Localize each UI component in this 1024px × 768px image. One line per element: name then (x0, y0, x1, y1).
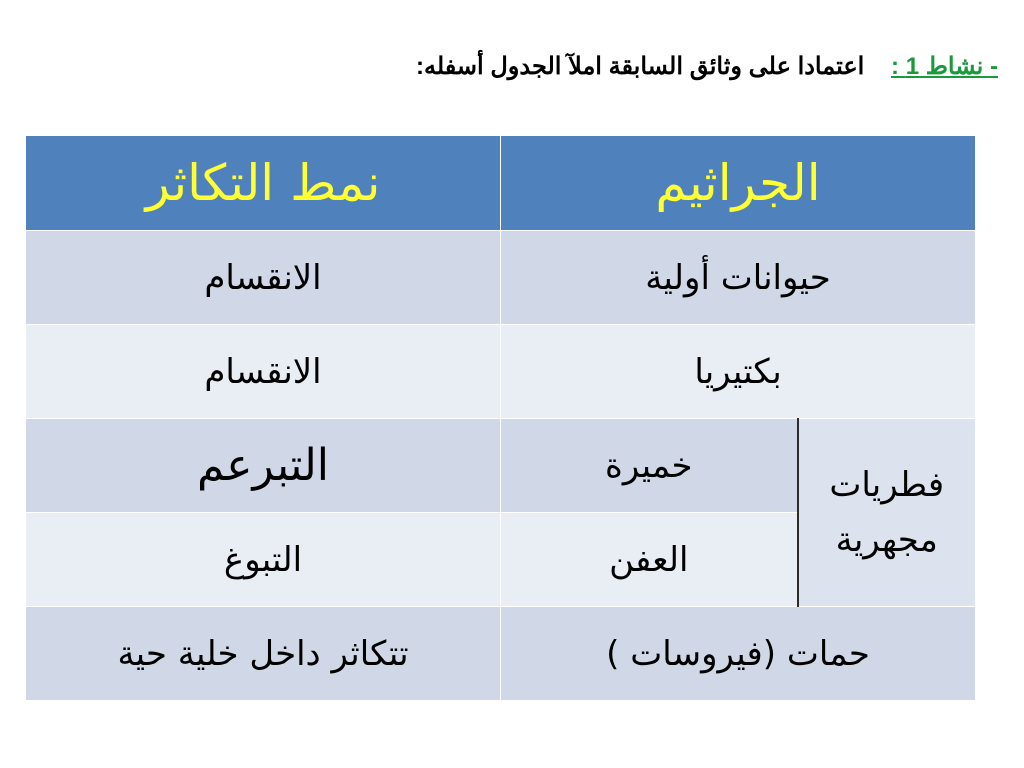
mode-cell: التبوغ (26, 513, 501, 607)
germ-cell: بكتيريا (501, 325, 976, 419)
table-row (26, 607, 976, 701)
header-germs: الجراثيم (501, 136, 976, 231)
activity-instruction: اعتمادا على وثائق السابقة املآ الجدول أسفله: (415, 53, 865, 80)
fungi-cell: فطريات مجهرية (798, 419, 976, 607)
mode-cell: التبرعم (26, 419, 501, 513)
activity-label: - نشاط 1 : (891, 53, 998, 80)
table-row (26, 325, 976, 419)
fungi-subtype-cell: خميرة (501, 419, 798, 513)
table-header-row (26, 136, 976, 231)
germ-cell: حيوانات أولية (501, 231, 976, 325)
table-row (26, 231, 976, 325)
mode-cell: تتكاثر داخل خلية حية (26, 607, 501, 701)
mode-cell: الانقسام (26, 231, 501, 325)
table-row (26, 419, 976, 513)
germ-cell: حمات (فيروسات ) (501, 607, 976, 701)
germs-reproduction-table (25, 135, 976, 701)
mode-cell: الانقسام (26, 325, 501, 419)
fungi-subtype-cell: العفن (501, 513, 798, 607)
header-reproduction: نمط التكاثر (26, 136, 501, 231)
activity-heading (18, 52, 998, 81)
